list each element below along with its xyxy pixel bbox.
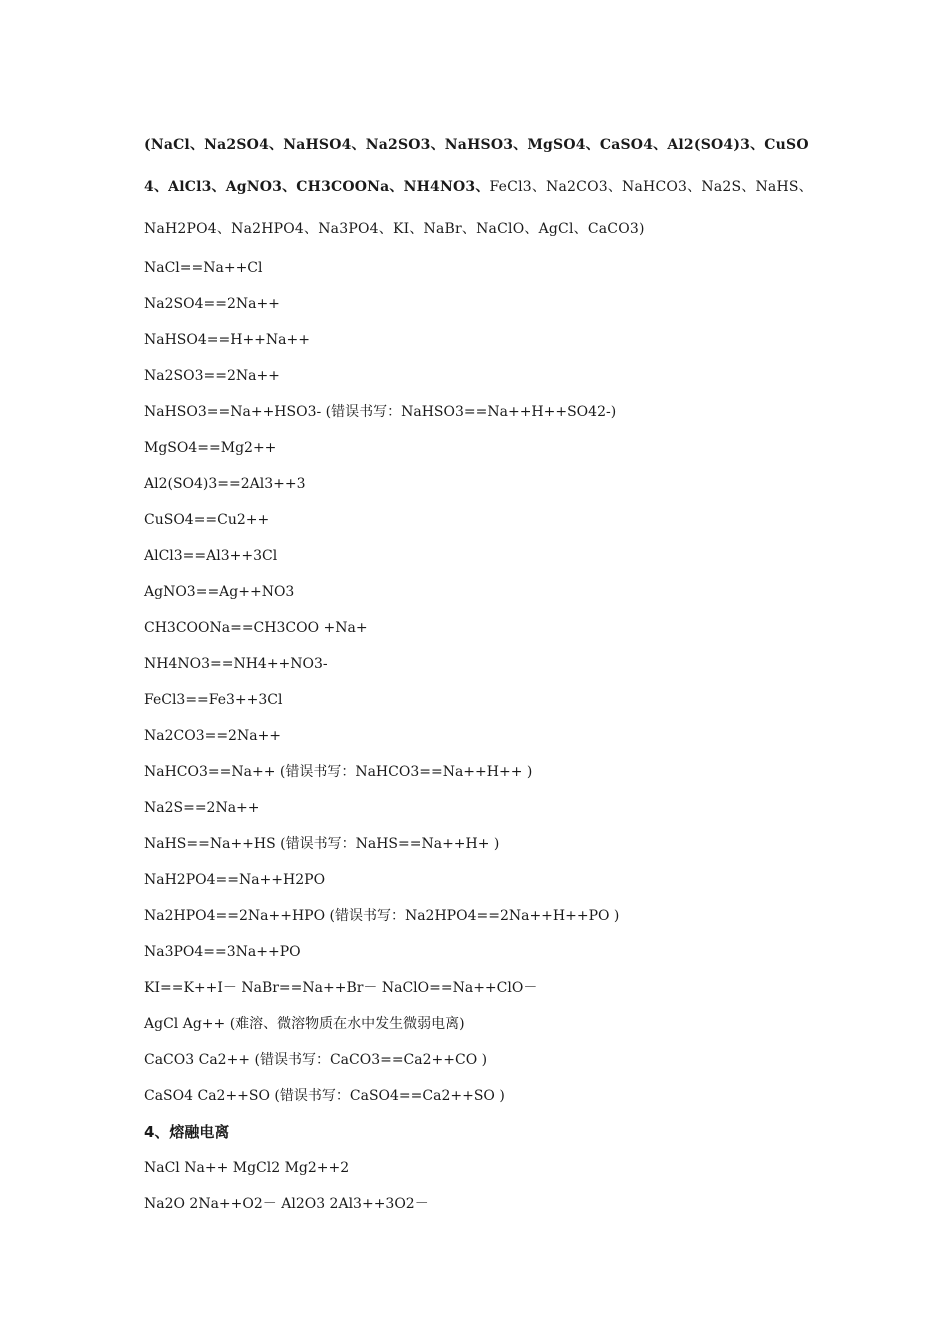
equation-line: KI==K++I－ NaBr==Na++Br－ NaClO==Na++ClO－ <box>144 980 538 996</box>
equation-line: FeCl3==Fe3++3Cl <box>144 692 283 708</box>
compound-list-bold: (NaCl、Na2SO4、NaHSO4、Na2SO3、NaHSO3、MgSO4、CaSO4、Al2(SO4)3、CuSO4、AlCl3、AgNO3、CH3COONa、NH4NO3、 <box>144 137 809 195</box>
equation-line: Na3PO4==3Na++PO <box>144 944 301 960</box>
equation-line: AgCl Ag++ (难溶、微溶物质在水中发生微弱电离) <box>144 1016 465 1032</box>
equation-line: Al2(SO4)3==2Al3++3 <box>144 476 306 492</box>
equation-line: Na2HPO4==2Na++HPO (错误书写：Na2HPO4==2Na++H++PO ) <box>144 908 620 924</box>
compound-list-normal: FeCl3、Na2CO3、NaHCO3、Na2S、NaHS、NaH2PO4、Na2HPO4、Na3PO4、KI、NaBr、NaClO、AgCl、CaCO3) <box>144 179 813 237</box>
document-body <box>144 124 814 1222</box>
compound-list-paragraph <box>144 124 814 250</box>
equation-line: CaSO4 Ca2++SO (错误书写：CaSO4==Ca2++SO ) <box>144 1088 505 1104</box>
equation-line: CH3COONa==CH3COO +Na+ <box>144 620 368 636</box>
molten-equation-line: Na2O 2Na++O2－ Al2O3 2Al3++3O2－ <box>144 1196 429 1212</box>
equation-line: NaHSO3==Na++HSO3- (错误书写：NaHSO3==Na++H++SO42-) <box>144 404 617 420</box>
equation-line: NH4NO3==NH4++NO3- <box>144 656 328 672</box>
equation-line: Na2SO3==2Na++ <box>144 368 280 384</box>
equation-line: NaHSO4==H++Na++ <box>144 332 310 348</box>
equation-line: MgSO4==Mg2++ <box>144 440 277 456</box>
equation-line: Na2CO3==2Na++ <box>144 728 282 744</box>
molten-equation-line: NaCl Na++ MgCl2 Mg2++2 <box>144 1160 350 1176</box>
equation-line: Na2SO4==2Na++ <box>144 296 280 312</box>
equation-line: NaH2PO4==Na++H2PO <box>144 872 326 888</box>
equation-line: Na2S==2Na++ <box>144 800 260 816</box>
equation-line: AgNO3==Ag++NO3 <box>144 584 295 600</box>
equation-line: CaCO3 Ca2++ (错误书写：CaCO3==Ca2++CO ) <box>144 1052 488 1068</box>
equation-line: NaHS==Na++HS (错误书写：NaHS==Na++H+ ) <box>144 836 500 852</box>
equation-line: AlCl3==Al3++3Cl <box>144 548 278 564</box>
equation-line: NaHCO3==Na++ (错误书写：NaHCO3==Na++H++ ) <box>144 764 533 780</box>
equation-line: CuSO4==Cu2++ <box>144 512 270 528</box>
section-heading: 4、熔融电离 <box>144 1123 230 1141</box>
equation-line: NaCl==Na++Cl <box>144 260 263 276</box>
